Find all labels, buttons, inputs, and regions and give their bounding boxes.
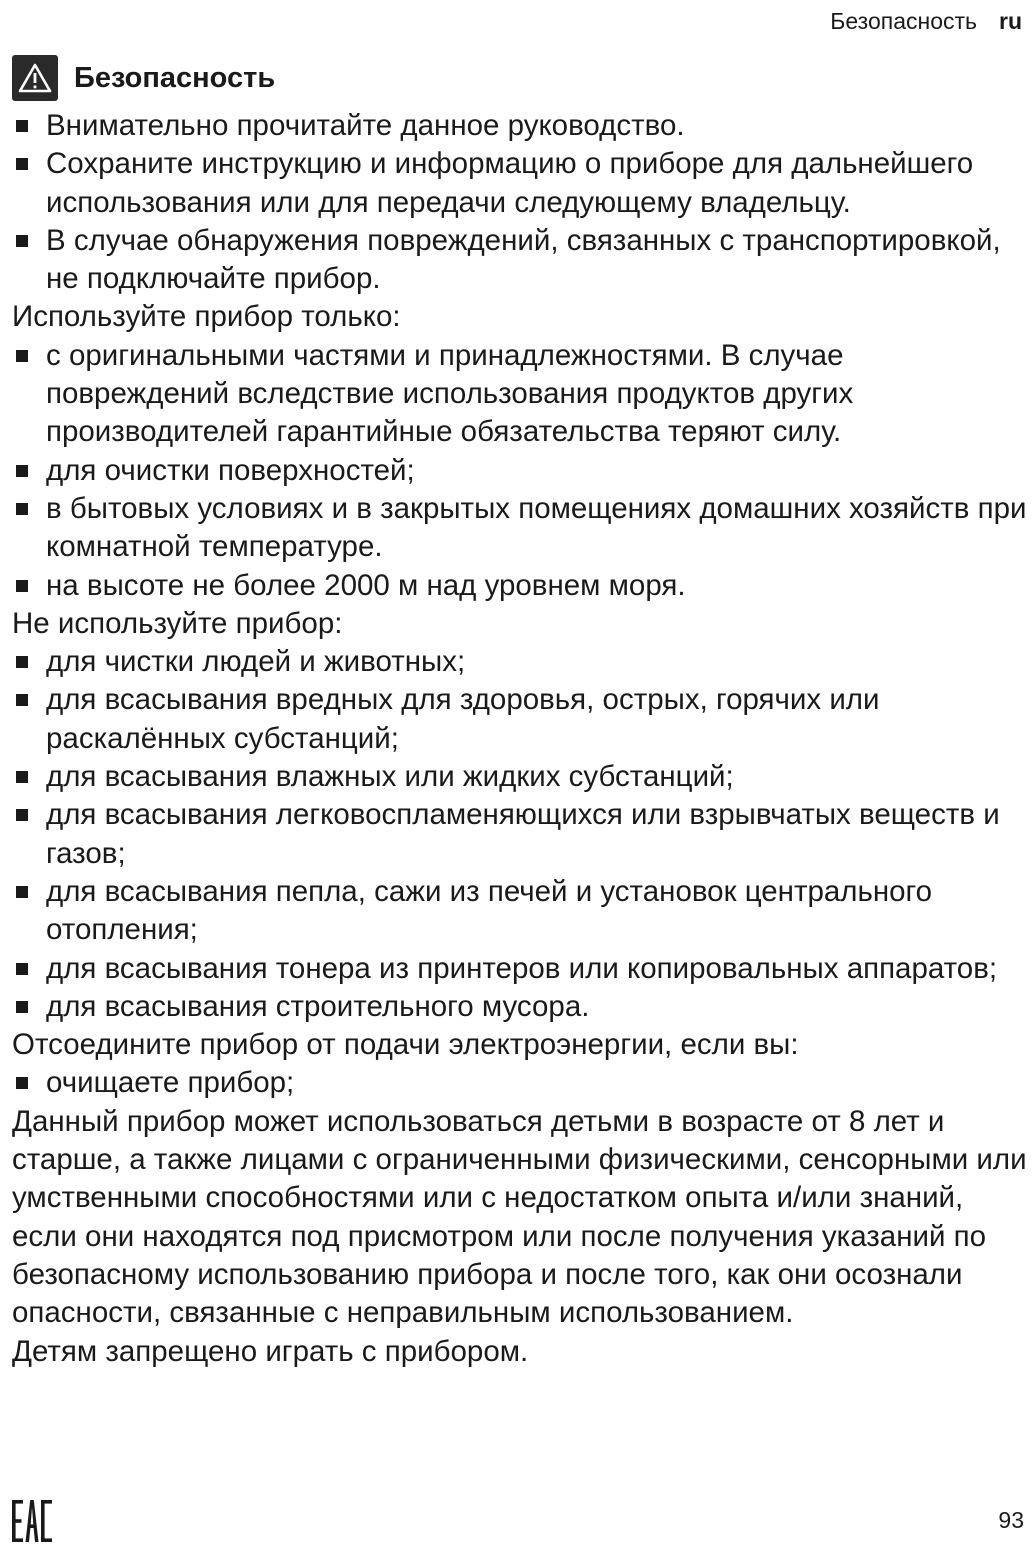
language-code: ru xyxy=(999,8,1022,34)
section-title xyxy=(12,52,275,104)
list-item: Сохраните инструкцию и информацию о приборе для дальнейшего использования или для передачи следующему владельцу. xyxy=(12,145,1028,222)
safety-content xyxy=(12,107,1028,1371)
list-item: на высоте не более 2000 м над уровнем моря. xyxy=(12,567,1028,605)
section-heading: Безопасность xyxy=(74,62,276,94)
children-paragraph: Данный прибор может использоваться детьми в возрасте от 8 лет и старше, а также лицами с ограниченными физическими, сенсорными или умственными способностями или с недостатком опыта и/или знаний, если они находятся под присмотром или после получения указаний по безопасному использованию прибора и после того, как они осознали опасности, связанные с неправильным использованием. xyxy=(12,1104,1027,1330)
list-item: В случае обнаружения повреждений, связанных с транспортировкой, не подключайте прибор. xyxy=(12,222,1028,299)
do-not-use-list xyxy=(12,643,1028,1026)
use-only-list xyxy=(12,337,1028,605)
list-item: для всасывания строительного мусора. xyxy=(12,988,1028,1026)
warning-triangle-icon xyxy=(12,55,58,101)
eac-mark-icon xyxy=(12,1500,52,1547)
list-item: для чистки людей и животных; xyxy=(12,643,1028,681)
intro-list xyxy=(12,107,1028,298)
page-number: 93 xyxy=(998,1507,1024,1533)
do-not-use-heading: Не используйте прибор: xyxy=(12,606,343,640)
running-header-section: Безопасность xyxy=(830,8,977,34)
list-item: для всасывания влажных или жидких субстанций; xyxy=(12,758,1028,796)
list-item: очищаете прибор; xyxy=(12,1064,1028,1102)
disconnect-heading: Отсоедините прибор от подачи электроэнергии, если вы: xyxy=(12,1028,799,1062)
list-item: для всасывания легковоспламеняющихся или взрывчатых веществ и газов; xyxy=(12,796,1028,873)
children-play-note: Детям запрещено играть с прибором. xyxy=(12,1334,529,1368)
running-header xyxy=(830,6,1022,36)
disconnect-list xyxy=(12,1064,1028,1102)
list-item: с оригинальными частями и принадлежностями. В случае повреждений вследствие использования продуктов других производителей гарантийные обязательства теряют силу. xyxy=(12,337,1028,452)
list-item: для всасывания пепла, сажи из печей и установок центрального отопления; xyxy=(12,873,1028,950)
list-item: для очистки поверхностей; xyxy=(12,452,1028,490)
list-item: в бытовых условиях и в закрытых помещениях домашних хозяйств при комнатной температуре. xyxy=(12,490,1028,567)
use-only-heading: Используйте прибор только: xyxy=(12,300,401,334)
list-item: для всасывания вредных для здоровья, острых, горячих или раскалённых субстанций; xyxy=(12,681,1028,758)
list-item: Внимательно прочитайте данное руководство. xyxy=(12,107,1028,145)
list-item: для всасывания тонера из принтеров или копировальных аппаратов; xyxy=(12,950,1028,988)
